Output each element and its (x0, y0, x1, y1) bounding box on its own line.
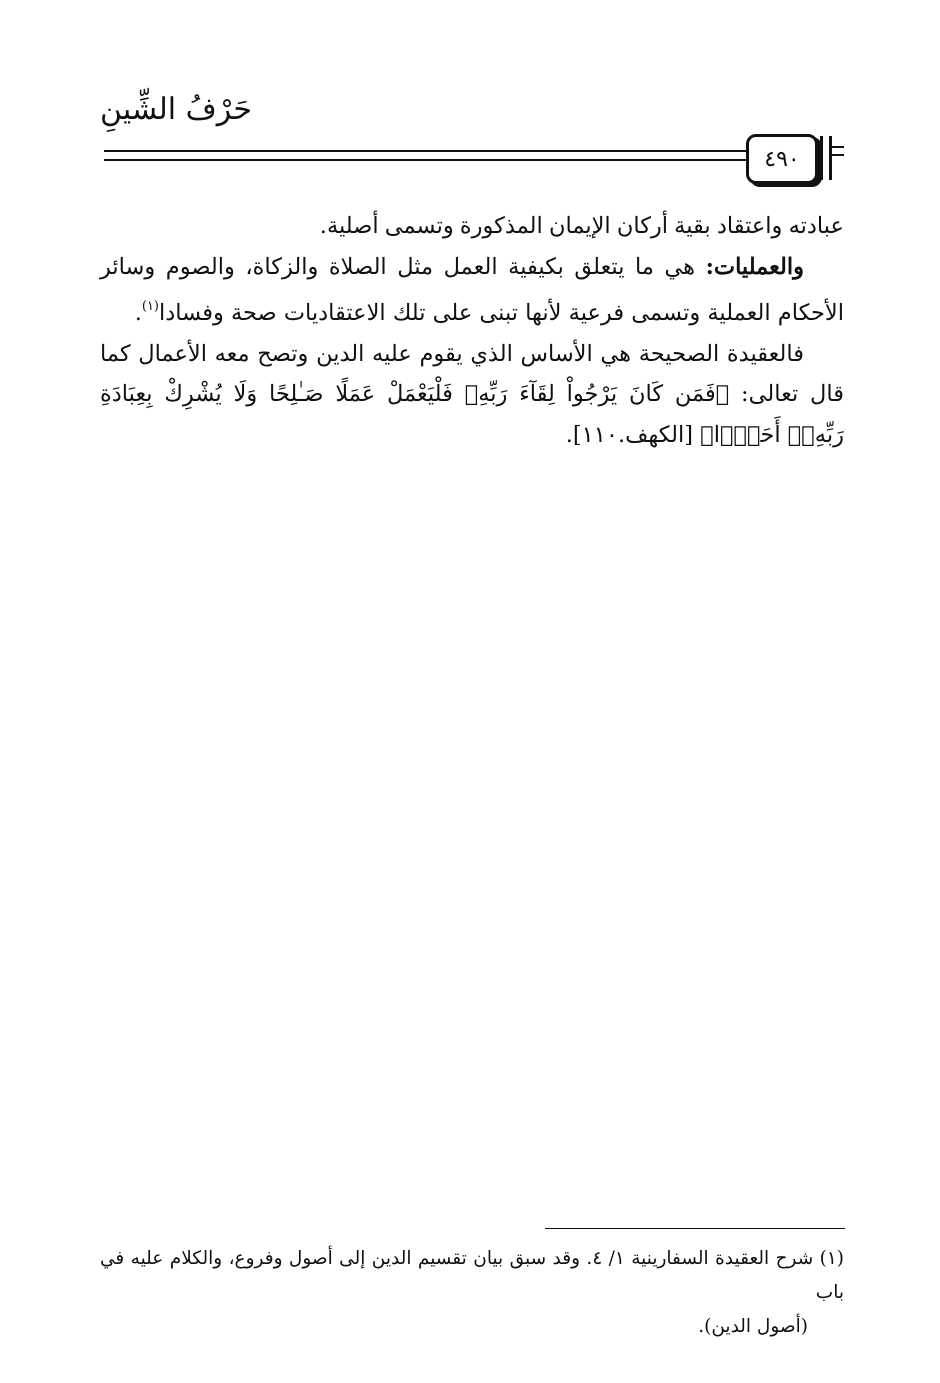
term-practical: والعمليات: (705, 253, 804, 280)
chapter-title: حَرْفُ الشِّينِ (100, 92, 252, 127)
quran-verse: ﴿فَمَن كَانَ يَرْجُواْ لِقَآءَ رَبِّهِۦ فَلْيَعْمَلْ عَمَلًا صَـٰلِحًا وَلَا يُشْرِكْ بِعِبَادَةِ رَبِّهِۦٓ أَحَدًۢا﴾ (100, 381, 844, 448)
paragraph-2 (100, 247, 844, 334)
main-text (100, 206, 844, 455)
verse-citation: [الكهف.١١٠]. (565, 421, 701, 448)
paragraph-3 (100, 334, 844, 456)
footnote-1: (١) شرح العقيدة السفارينية ١/ ٤. وقد سبق بيان تقسيم الدين إلى أصول وفروع، والكلام عليه في باب (100, 1248, 844, 1303)
page-number: ٤٩٠ (746, 134, 818, 184)
footnote-separator (545, 1228, 845, 1229)
page-number-frame (820, 136, 832, 180)
paragraph-2-end: . (134, 300, 142, 326)
footnote-1-continued: (أصول الدين). (698, 1316, 808, 1337)
header-ornament (832, 146, 844, 162)
header-rule-bottom (104, 159, 746, 161)
footnotes (100, 1242, 844, 1344)
paragraph-3-text: فالعقيدة الصحيحة هي الأساس الذي يقوم عليه الدين وتصح معه الأعمال كما قال تعالى: (100, 340, 844, 407)
paragraph-1: عبادته واعتقاد بقية أركان الإيمان المذكورة وتسمى أصلية. (319, 213, 844, 239)
paragraph-2-text: هي ما يتعلق بكيفية العمل مثل الصلاة والزكاة، والصوم وسائر الأحكام العملية وتسمى فرعية لأنها تبنى على تلك الاعتقاديات صحة وفسادا (100, 253, 844, 326)
footnote-ref: (١) (141, 299, 159, 314)
header-rule-top (104, 150, 746, 152)
